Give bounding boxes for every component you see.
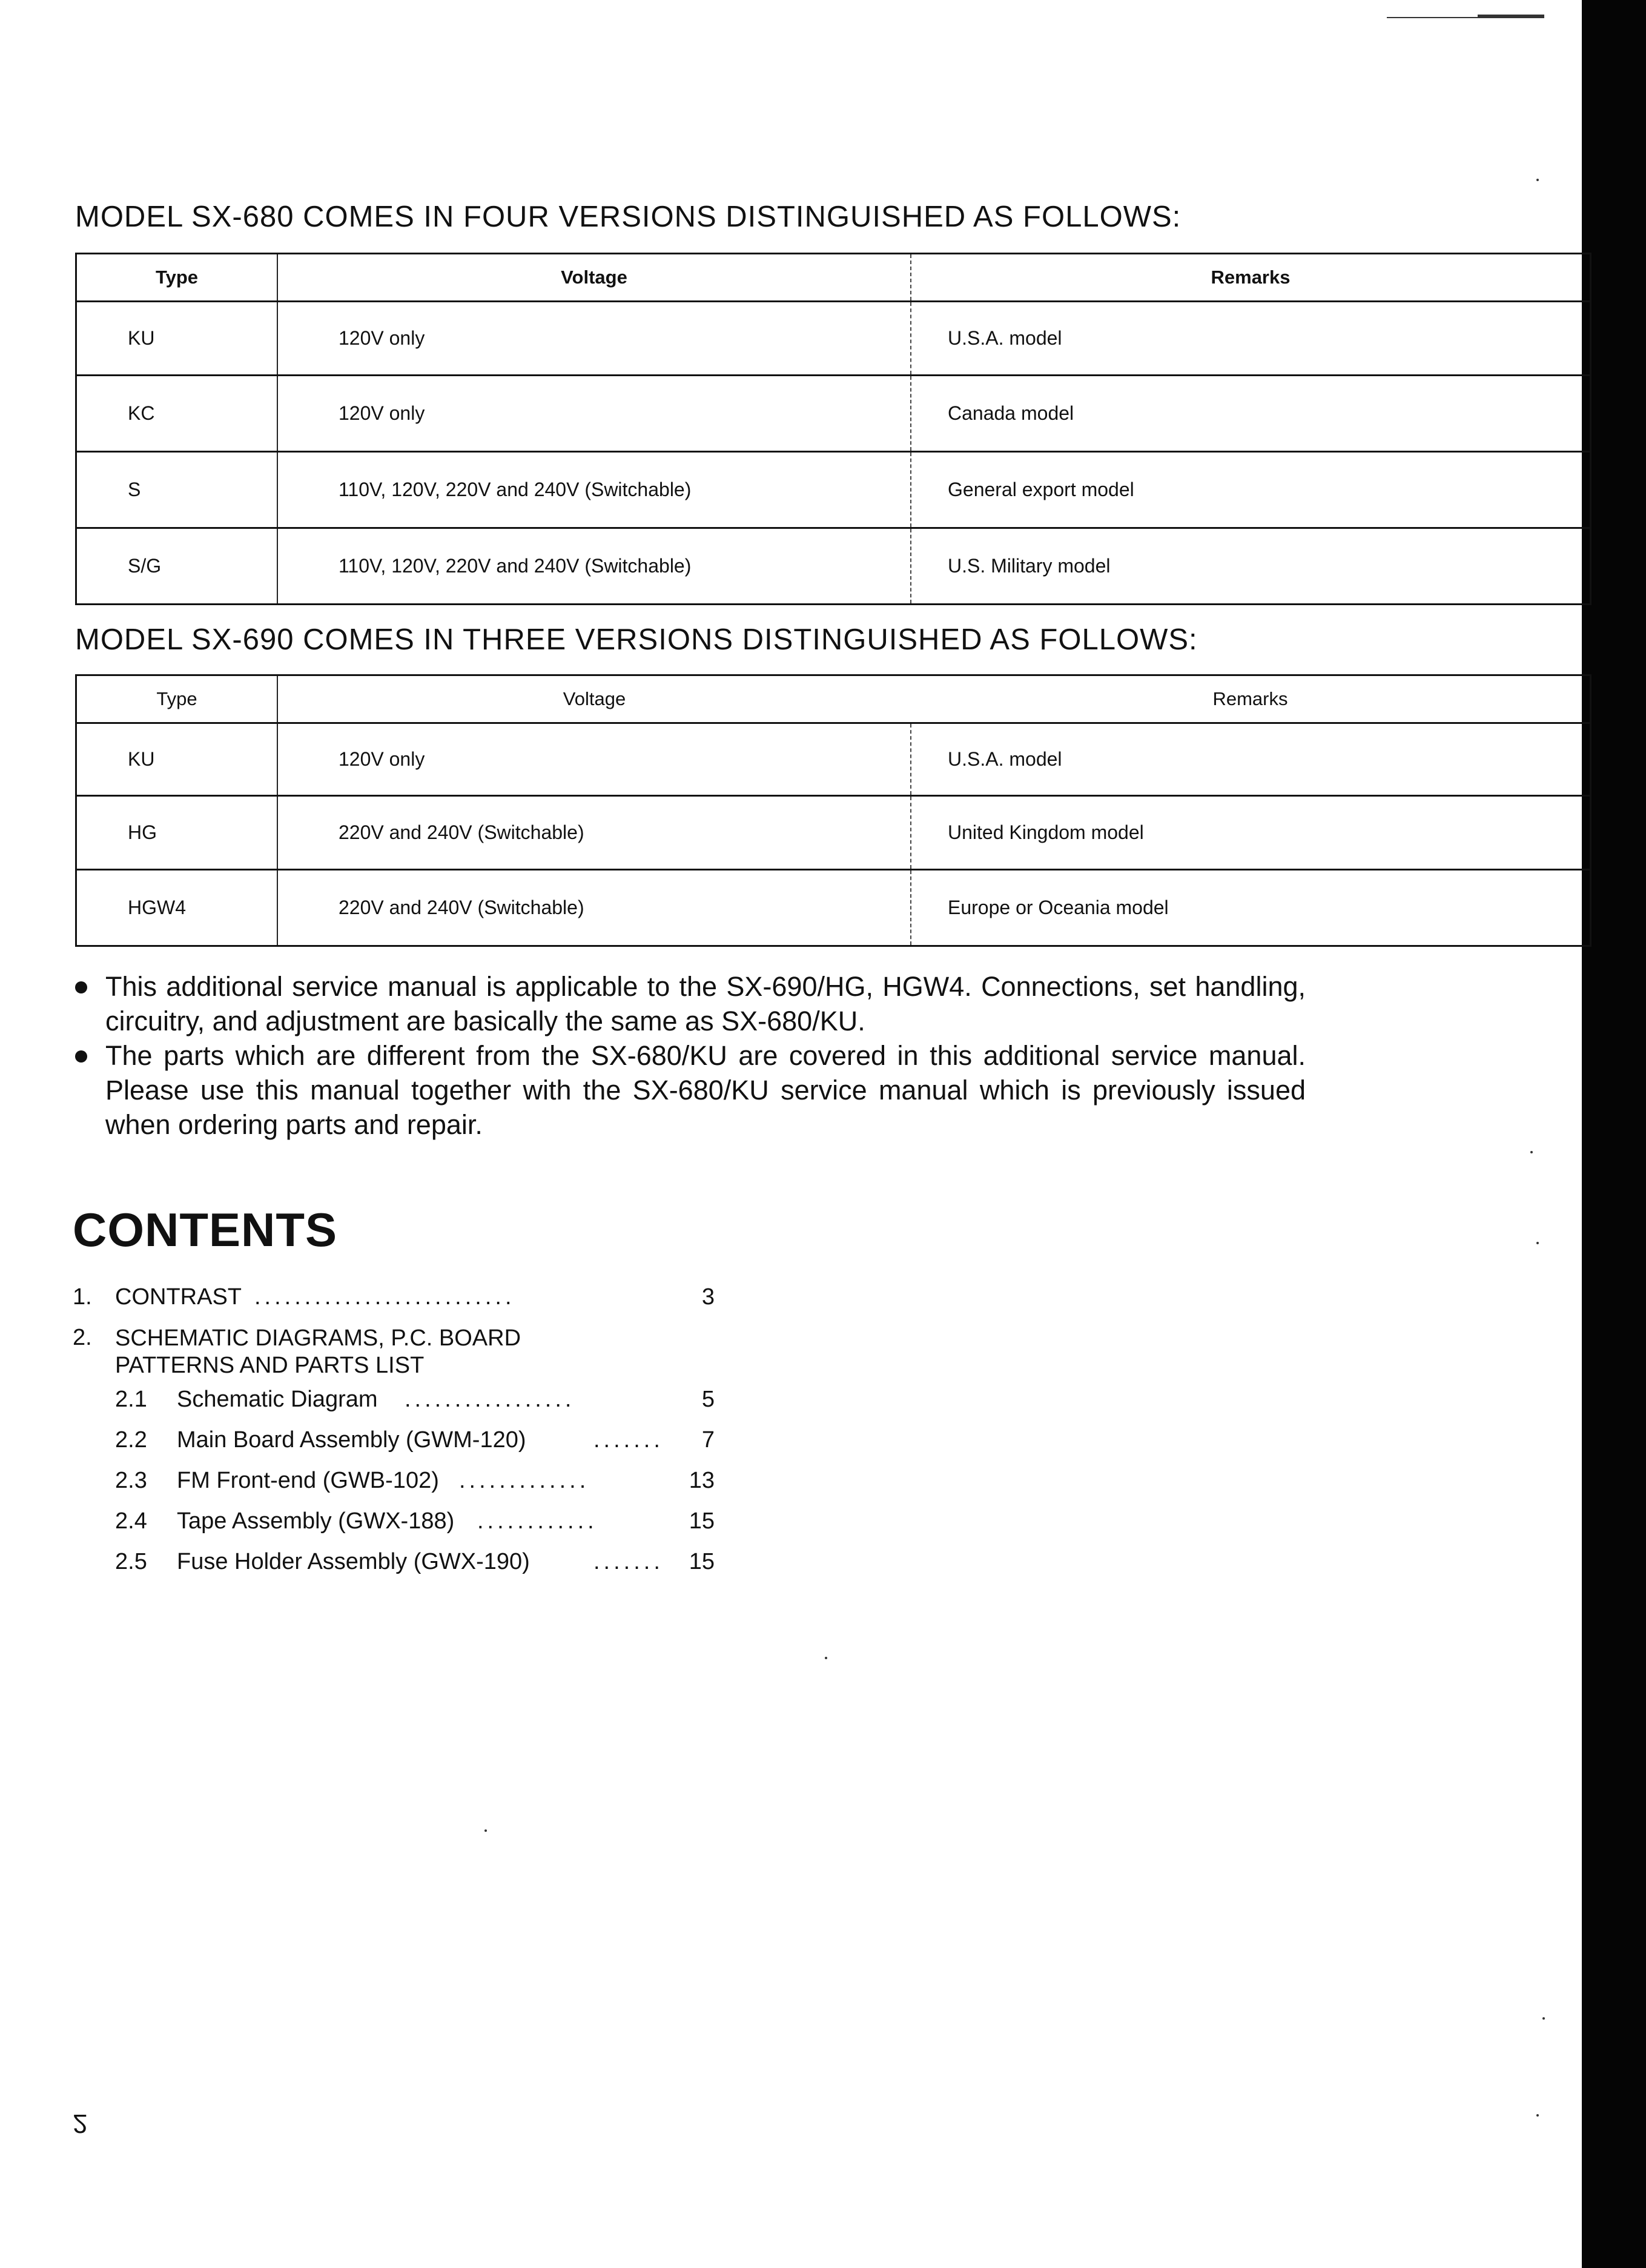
type-cell: HG — [76, 796, 278, 870]
table-of-contents — [73, 1284, 715, 1590]
type-cell: KU — [76, 302, 278, 376]
contents-title: CONTENTS — [73, 1203, 337, 1256]
table-row — [76, 452, 1591, 528]
toc-page: 15 — [689, 1508, 715, 1534]
sx690-table — [75, 674, 1591, 947]
voltage-cell: 120V only — [277, 376, 911, 452]
bullet-icon — [75, 1050, 87, 1063]
toc-page: 5 — [701, 1387, 715, 1412]
toc-label: SCHEMATIC DIAGRAMS, P.C. BOARD — [115, 1325, 521, 1351]
table-row — [76, 796, 1591, 870]
toc-page: 3 — [701, 1284, 715, 1310]
type-cell: S/G — [76, 528, 278, 605]
column-header-voltage: Voltage — [277, 254, 911, 302]
scan-speck — [1542, 2017, 1545, 2020]
remarks-cell: Canada model — [911, 376, 1591, 452]
column-header-type: Type — [76, 254, 278, 302]
table-row — [76, 723, 1591, 796]
notes-list — [70, 969, 1306, 1142]
toc-entry — [73, 1549, 715, 1590]
type-cell: HGW4 — [76, 870, 278, 946]
list-item — [70, 1038, 1306, 1142]
voltage-cell: 220V and 240V (Switchable) — [277, 870, 911, 946]
toc-entry — [73, 1508, 715, 1549]
toc-leader: ................. — [405, 1387, 575, 1412]
toc-label: Fuse Holder Assembly (GWX-190) — [177, 1549, 530, 1574]
toc-entry — [73, 1387, 715, 1427]
type-cell: S — [76, 452, 278, 528]
toc-label: FM Front-end (GWB-102) — [177, 1468, 439, 1493]
scan-speck — [1536, 179, 1539, 181]
toc-number: 2.5 — [115, 1549, 147, 1574]
bullet-icon — [75, 981, 87, 993]
toc-number: 2. — [73, 1325, 92, 1350]
voltage-cell: 110V, 120V, 220V and 240V (Switchable) — [277, 528, 911, 605]
list-item — [70, 969, 1306, 1038]
toc-label: Main Board Assembly (GWM-120) — [177, 1427, 526, 1453]
toc-label-block — [115, 1325, 521, 1379]
toc-number: 2.2 — [115, 1427, 147, 1453]
toc-entry — [73, 1427, 715, 1468]
column-header-remarks: Remarks — [911, 675, 1591, 723]
remarks-cell: General export model — [911, 452, 1591, 528]
toc-number: 2.3 — [115, 1468, 147, 1493]
toc-label-continued: PATTERNS AND PARTS LIST — [115, 1353, 425, 1378]
toc-leader: ............. — [459, 1468, 590, 1493]
column-header-remarks: Remarks — [911, 254, 1591, 302]
remarks-cell: U.S.A. model — [911, 302, 1591, 376]
scan-speck — [484, 1829, 487, 1832]
toc-page: 13 — [689, 1468, 715, 1493]
toc-number: 2.1 — [115, 1387, 147, 1412]
note-text: This additional service manual is applicable to the SX-690/HG, HGW4. Connections, set handling, circuitry, and adjustment are basically the same as SX-680/KU. — [105, 971, 1306, 1036]
table-header-row — [76, 254, 1591, 302]
voltage-cell: 220V and 240V (Switchable) — [277, 796, 911, 870]
scan-speck — [1530, 1151, 1533, 1153]
column-header-voltage: Voltage — [277, 675, 911, 723]
type-cell: KC — [76, 376, 278, 452]
table-row — [76, 870, 1591, 946]
toc-number: 1. — [73, 1284, 92, 1310]
toc-entry — [73, 1325, 715, 1387]
toc-page: 15 — [689, 1549, 715, 1574]
table-header-row — [76, 675, 1591, 723]
toc-label: CONTRAST — [115, 1284, 242, 1310]
remarks-cell: U.S. Military model — [948, 555, 1111, 577]
scan-speck — [825, 1657, 827, 1659]
sx680-table — [75, 253, 1591, 605]
toc-label: Schematic Diagram — [177, 1387, 378, 1412]
toc-label: Tape Assembly (GWX-188) — [177, 1508, 455, 1534]
toc-leader: .......................... — [254, 1284, 515, 1310]
table-row — [76, 376, 1591, 452]
type-cell: KU — [76, 723, 278, 796]
toc-leader: ....... — [593, 1549, 664, 1574]
toc-entry — [73, 1284, 715, 1325]
toc-page: 7 — [701, 1427, 715, 1453]
scan-artifact — [1387, 17, 1478, 18]
toc-entry — [73, 1468, 715, 1508]
sx680-heading: MODEL SX-680 COMES IN FOUR VERSIONS DISTINGUISHED AS FOLLOWS: — [75, 201, 1182, 233]
scan-speck — [1536, 2114, 1539, 2117]
toc-leader: ....... — [593, 1427, 664, 1453]
column-header-type: Type — [76, 675, 278, 723]
remarks-cell: U.S.A. model — [911, 723, 1591, 796]
voltage-cell: 120V only — [277, 302, 911, 376]
voltage-cell: 120V only — [277, 723, 911, 796]
sx690-heading: MODEL SX-690 COMES IN THREE VERSIONS DISTINGUISHED AS FOLLOWS: — [75, 623, 1198, 656]
note-text: The parts which are different from the SX-680/KU are covered in this additional service manual. Please use this manual together with the SX-680/KU service manual which is previously issued when ordering parts and repair. — [105, 1040, 1306, 1140]
toc-number: 2.4 — [115, 1508, 147, 1534]
remarks-cell: Europe or Oceania model — [948, 897, 1169, 918]
table-row — [76, 302, 1591, 376]
scan-speck — [1536, 1242, 1539, 1244]
scan-artifact — [1478, 15, 1544, 18]
toc-leader: ............ — [477, 1508, 598, 1534]
table-row — [76, 528, 1591, 605]
page-number: 2 — [73, 2109, 88, 2138]
voltage-cell: 110V, 120V, 220V and 240V (Switchable) — [277, 452, 911, 528]
remarks-cell: United Kingdom model — [911, 796, 1591, 870]
